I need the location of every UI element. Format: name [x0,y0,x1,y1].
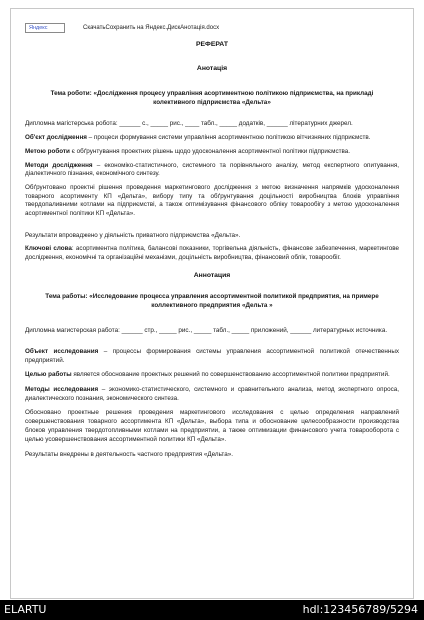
document-title: РЕФЕРАТ [195,41,229,48]
footer-bar [0,600,424,620]
ua-methods-paragraph [25,162,399,179]
download-save-link[interactable]: СкачатьСохранить на Яндекс.ДискАнотація.docx [83,25,220,31]
ru-stats: Дипломна магистерская работа: ______ стр., _____ рис., _____ табл., _____ приложений, ______ литературных источника. [25,327,388,335]
ru-methods-paragraph [25,386,399,403]
ua-goal-paragraph [25,148,399,157]
viewer-toolbar [25,21,399,35]
yandex-logo[interactable]: Яндекс [25,23,65,33]
ru-annotation-heading: Аннотация [193,271,231,279]
ua-annotation-heading: Анотація [196,65,228,72]
ua-justification: Обґрунтовано проектні рішення проведення маркетингового дослідження з метою визначення напрямків удосконалення товарного асортименту КП «Дельта», вибору типу та обґрунтування доцільності виробництва блоків управління твердопаливними котлами на підприємстві, а також оптимізування фінансового обліку товарообігу з метою удосконалення асортиментної політики КП «Дельта». [25,183,399,218]
ua-object-label: Об'єкт дослідження [25,134,87,142]
ru-justification: Обосновано проектные решения проведения маркетингового исследования с целью определения направлений совершенствования товарного ассортимента КП «Дельта», выбора типа и обоснование целесообразности производства блоков управления твердотопливными котлами на предприятии, а также оптимизации финансового учета товарооборота с целью усовершенствования ассортиментной политики КП «Дельта». [25,409,399,443]
ua-goal-text: є обґрунтування проектних рішень щодо удосконалення асортиментної політики підприємства. [69,147,351,155]
ua-methods-label: Методи дослідження [25,161,93,169]
ua-object-text: – процеси формування системи управління асортиментною політикою вітчизняних підприємств. [86,134,371,142]
footer-handle[interactable]: hdl:123456789/5294 [302,603,418,616]
ru-object-paragraph [25,348,399,365]
ua-results: Результати впроваджено у діяльність приватного підприємства «Дельта». [25,231,241,239]
ru-goal-paragraph [25,371,399,380]
ru-object-label: Объект исследования [25,347,99,355]
ua-keywords-text: : асортиментна політика, балансові показники, торгівельна діяльність, фінансове забезпечення, маркетингове дослідження, економічні та організаційні механізми, доцільність виробництва, фінансовий облік, товарообіг. [25,245,399,262]
ru-topic: Тема работы: «Исследование процесса управления ассортиментной политикой предприятия, на примере коллективного предприятия «Дельта » [45,292,379,309]
ua-topic: Тема роботи: «Дослідження процесу управління асортиментною політикою підприємства, на прикладі колективного підприємства «Дельта» [50,90,374,106]
ru-results: Результаты внедрены в деятельность частного предприятия «Дельта». [25,451,233,459]
ua-goal-label: Метою роботи [25,147,70,155]
ua-methods-text: – економіко-статистичного, системного та порівняльного аналізу, метод експертного опитування, діалектичного пізнання, економічного синтезу. [25,161,399,178]
ua-stats: Дипломна магістерська робота: ______ с., _____ рис., ____ табл., _____ додатків, ______ літературних джерел. [25,120,353,128]
ua-keywords-paragraph [25,245,399,262]
ua-object-paragraph [25,134,399,143]
ru-goal-label: Целью работы [25,371,72,379]
ru-methods-label: Методы исследования [25,386,99,394]
document-page [10,8,414,599]
footer-repository-name: ELARTU [4,603,47,616]
ua-keywords-label: Ключові слова [25,245,72,253]
ru-object-text: – процессы формирования системы управления ассортиментной политикой отечественных предприятий. [25,347,400,364]
ru-methods-text: – экономико-статистического, системного и сравнительного анализа, метод экспертного опроса, диалектического познания, экономического синтеза. [25,386,399,402]
ru-goal-text: является обоснование проектных решений по совершенствованию ассортиментной политики предприятий. [71,371,390,379]
